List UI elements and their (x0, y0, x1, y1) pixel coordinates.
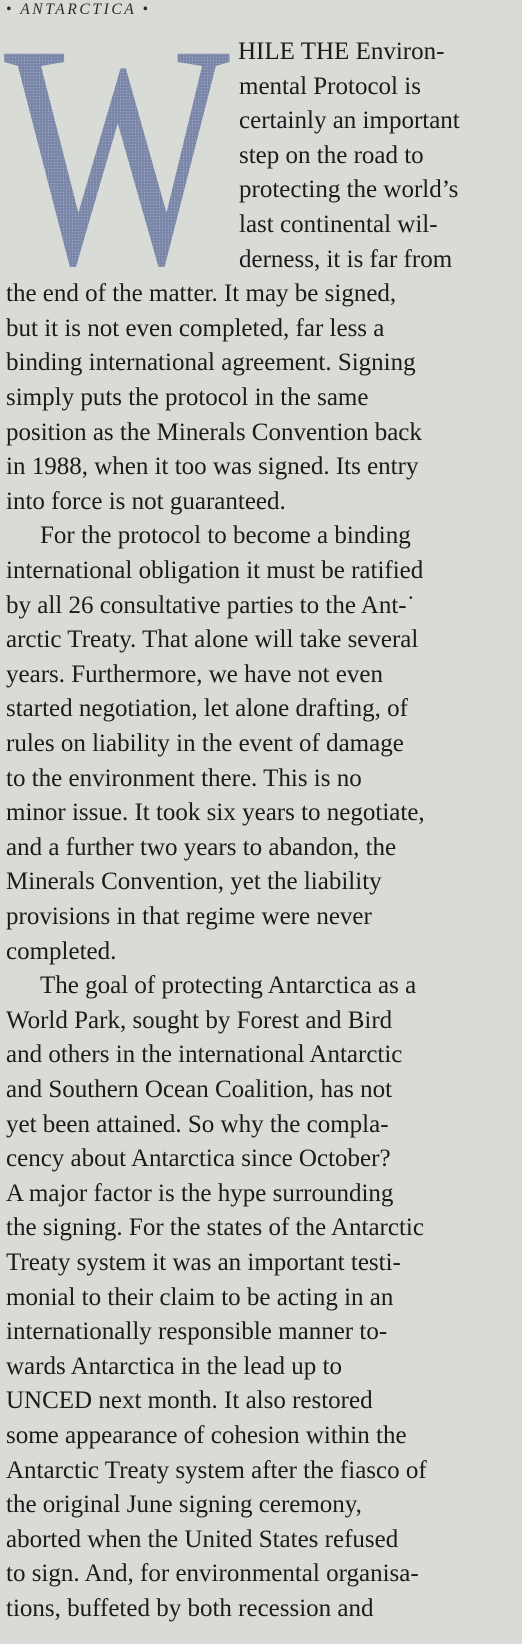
text-line: cency about Antarctica since October? (6, 1145, 391, 1173)
text-line: provisions in that regime were never (6, 903, 372, 930)
text-line: by all 26 consultative parties to the Ant-˙ (6, 591, 415, 619)
text-line: and a further two years to abandon, the (6, 833, 397, 861)
text-line: arctic Treaty. That alone will take several (6, 626, 419, 654)
text-line: completed. (6, 937, 117, 965)
text-line: years. Furthermore, we have not even (6, 660, 383, 688)
text-line: to the environment there. This is no (6, 764, 362, 792)
text-line: UNCED next month. It also restored (6, 1387, 373, 1415)
text-line: HILE THE Environ- (238, 38, 445, 65)
text-line: the original June signing ceremony, (6, 1491, 362, 1519)
text-line: tions, buffeted by both recession and (6, 1595, 374, 1622)
text-line: the signing. For the states of the Antarctic (6, 1214, 424, 1242)
text-line: some appearance of cohesion within the (6, 1422, 407, 1449)
text-line: mental Protocol is (239, 72, 421, 100)
text-line: Minerals Convention, yet the liability (6, 868, 382, 896)
text-line: For the protocol to become a binding (40, 522, 411, 550)
text-line: The goal of protecting Antarctica as a (40, 972, 417, 1000)
text-line: protecting the world’s (239, 176, 459, 204)
running-head: • ANTARCTICA • (6, 1, 151, 18)
text-line: monial to their claim to be acting in an (6, 1283, 394, 1311)
text-line: binding international agreement. Signing (6, 349, 416, 377)
text-line: into force is not guaranteed. (6, 487, 286, 515)
text-line: and Southern Ocean Coalition, has not (6, 1076, 393, 1103)
text-line: the end of the matter. It may be signed, (6, 280, 397, 308)
text-line: international obligation it must be ratified (6, 557, 424, 584)
text-line: yet been attained. So why the compla- (6, 1110, 389, 1138)
text-line: derness, it is far from (239, 245, 453, 273)
text-line: Treaty system it was an important testi- (6, 1249, 401, 1276)
text-line: last continental wil- (239, 211, 438, 238)
text-line: World Park, sought by Forest and Bird (6, 1006, 393, 1034)
text-line: Antarctic Treaty system after the fiasco of (6, 1456, 427, 1484)
text-line: step on the road to (239, 141, 424, 169)
drop-cap-letter: W (4, 26, 232, 272)
text-line: to sign. And, for environmental organisa- (6, 1560, 419, 1588)
text-line: internationally responsible manner to- (6, 1318, 388, 1346)
text-line: minor issue. It took six years to negotiate, (6, 799, 425, 827)
text-line: aborted when the United States refused (6, 1525, 399, 1553)
text-line: rules on liability in the event of damage (6, 730, 404, 757)
text-line: started negotiation, let alone drafting, of (6, 695, 408, 723)
text-line: position as the Minerals Convention back (6, 418, 422, 446)
text-line: A major factor is the hype surrounding (6, 1179, 394, 1207)
text-line: and others in the international Antarctic (6, 1041, 403, 1069)
text-line: but it is not even completed, far less a (6, 314, 385, 342)
text-line: simply puts the protocol in the same (6, 384, 369, 411)
text-line: certainly an important (239, 107, 460, 135)
text-line: wards Antarctica in the lead up to (6, 1352, 342, 1380)
text-line: in 1988, when it too was signed. Its entry (6, 453, 419, 481)
